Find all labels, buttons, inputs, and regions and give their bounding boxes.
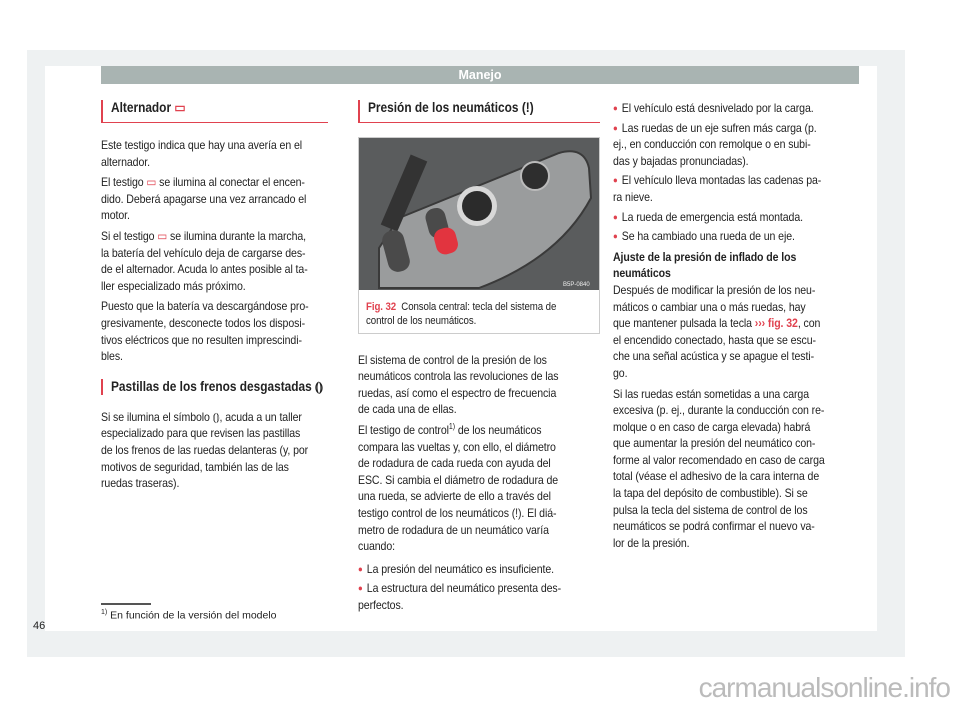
- text: Si el testigo: [101, 228, 155, 243]
- bullet-icon: ●: [358, 563, 363, 574]
- paragraph: [101, 228, 308, 294]
- list-text: El vehículo está desnivelado por la carga.: [621, 101, 814, 115]
- list-item: [358, 561, 571, 578]
- heading-content: [368, 100, 534, 116]
- caption-text: Consola central: tecla del sistema de control de los neumáticos.: [366, 300, 557, 327]
- text: de los neumáticos compara las vueltas y, con ello, el diámetro de rodadura de cada rueda con ayuda del ESC. Si cambia el diámetro de rodadura de una rueda, se advierte de ello a través del testigo control de los neumáticos (!). El diá- metro de rodadura de un neumático varía cuando:: [358, 422, 559, 554]
- heading-content: [111, 100, 186, 116]
- list-text: Se ha cambiado una rueda de un eje.: [621, 229, 795, 244]
- figure-link[interactable]: ››› fig. 32: [754, 316, 798, 331]
- list-item: [613, 172, 833, 205]
- text: El testigo de control: [358, 422, 449, 437]
- battery-icon: ▭: [146, 175, 157, 190]
- section-header: Manejo: [101, 66, 859, 84]
- text: Si se ilumina el símbolo: [101, 409, 210, 424]
- footnote: [101, 609, 277, 622]
- heading-alternador: [101, 100, 328, 123]
- text: Después de modificar la presión de los neu- máticos o cambiar una o más ruedas, hay que mantener pulsada la tecla: [613, 282, 816, 331]
- list-text: Las ruedas de un eje sufren más carga (p. ej., en conducción con remolque o en subi- das y bajadas pronunciadas).: [613, 120, 817, 168]
- text: se ilumina al conectar el encen- dido. Deberá apagarse una vez arrancado el motor.: [101, 175, 307, 223]
- paragraph: Si las ruedas están sometidas a una carga excesiva (p. ej., durante la conducción con re- molque o en caso de carga elevada) habrá que aumentar la presión del neumático con- forme al valor recomendado en caso de carga total (véase el adhesivo de la cara interna de la tapa del depósito de combustible). Si se pulsa la tecla del sistema de control de los neumáticos se podrá confirmar el nuevo va- lor de la presión.: [613, 386, 825, 550]
- list-item: [358, 580, 571, 613]
- bullet-icon: ●: [358, 583, 363, 594]
- column-1: [101, 100, 328, 496]
- list-text: La presión del neumático es insuficiente.: [366, 561, 554, 576]
- text: , con el encendido conectado, hasta que se escu- che una señal acústica y se apague el testi- go.: [613, 316, 821, 380]
- battery-icon: ▭: [174, 100, 186, 115]
- bullet-icon: ●: [613, 103, 618, 113]
- paragraph: El sistema de control de la presión de los neumáticos controla las revoluciones de las ruedas, así como el espectro de frecuencia de cada una de ellas.: [358, 352, 559, 417]
- brake-pad-icon: ⦅⦆: [315, 378, 323, 394]
- list-text: La estructura del neumático presenta des- perfectos.: [358, 581, 562, 612]
- paragraph: [358, 422, 571, 555]
- battery-icon: ▭: [157, 228, 168, 243]
- paragraph: [613, 282, 833, 382]
- list-item: [613, 100, 833, 117]
- heading-text: Pastillas de los frenos desgastadas: [111, 378, 312, 394]
- footnote-mark: 1): [101, 609, 108, 616]
- bullet-icon: ●: [613, 231, 618, 242]
- paragraph: [101, 174, 307, 224]
- figure-code: B5P-0840: [563, 282, 590, 288]
- paragraph: Puesto que la batería va descargándose pro- gresivamente, desconecte todos los disposi- tivos eléctricos que no resulten imprescindi- bles.: [101, 299, 309, 364]
- list-item: [613, 228, 833, 245]
- heading-content: [111, 379, 323, 395]
- paragraph: [101, 409, 309, 492]
- bullet-icon: ●: [613, 122, 618, 133]
- console-illustration: [359, 138, 599, 290]
- bullet-icon: ●: [613, 175, 618, 186]
- watermark: carmanualsonline.info: [698, 672, 950, 703]
- subheading: Ajuste de la presión de inflado de los neumáticos: [613, 249, 797, 281]
- footnote-divider: [101, 603, 151, 605]
- heading-text: Alternador: [111, 100, 172, 115]
- figure-32: [358, 137, 600, 334]
- column-3: [613, 100, 863, 555]
- list-item: [613, 209, 833, 226]
- heading-text: Presión de los neumáticos: [368, 100, 519, 115]
- text: El testigo: [101, 175, 144, 190]
- page-number: 46: [33, 620, 46, 632]
- figure-caption: [359, 295, 570, 333]
- heading-brake-pads: [101, 379, 328, 395]
- figure-label: Fig. 32: [366, 300, 397, 313]
- text: , acuda a un taller especializado para que revisen las pastillas de los frenos de las ruedas delanteras (y, por motivos de seguridad, también las de las ruedas traseras).: [101, 409, 309, 491]
- footnote-ref: 1): [448, 421, 455, 431]
- list-text: La rueda de emergencia está montada.: [621, 209, 803, 224]
- column-2: [358, 100, 600, 617]
- bullet-icon: ●: [613, 211, 618, 222]
- footnote-text: En función de la versión del modelo: [110, 609, 277, 622]
- text: se ilumina durante la marcha, la batería del vehículo deja de cargarse des- de el alternador. Acuda lo antes posible al ta- ller especializado más próximo.: [101, 228, 308, 293]
- list-text: El vehículo lleva montadas las cadenas pa- ra nieve.: [613, 173, 822, 204]
- heading-tire-pressure: [358, 100, 600, 123]
- paragraph: Este testigo indica que hay una avería en el alternador.: [101, 138, 303, 169]
- list-item: [613, 120, 833, 170]
- brake-pad-icon: ⦅⦆: [212, 409, 220, 424]
- tire-pressure-icon: (!): [521, 100, 534, 115]
